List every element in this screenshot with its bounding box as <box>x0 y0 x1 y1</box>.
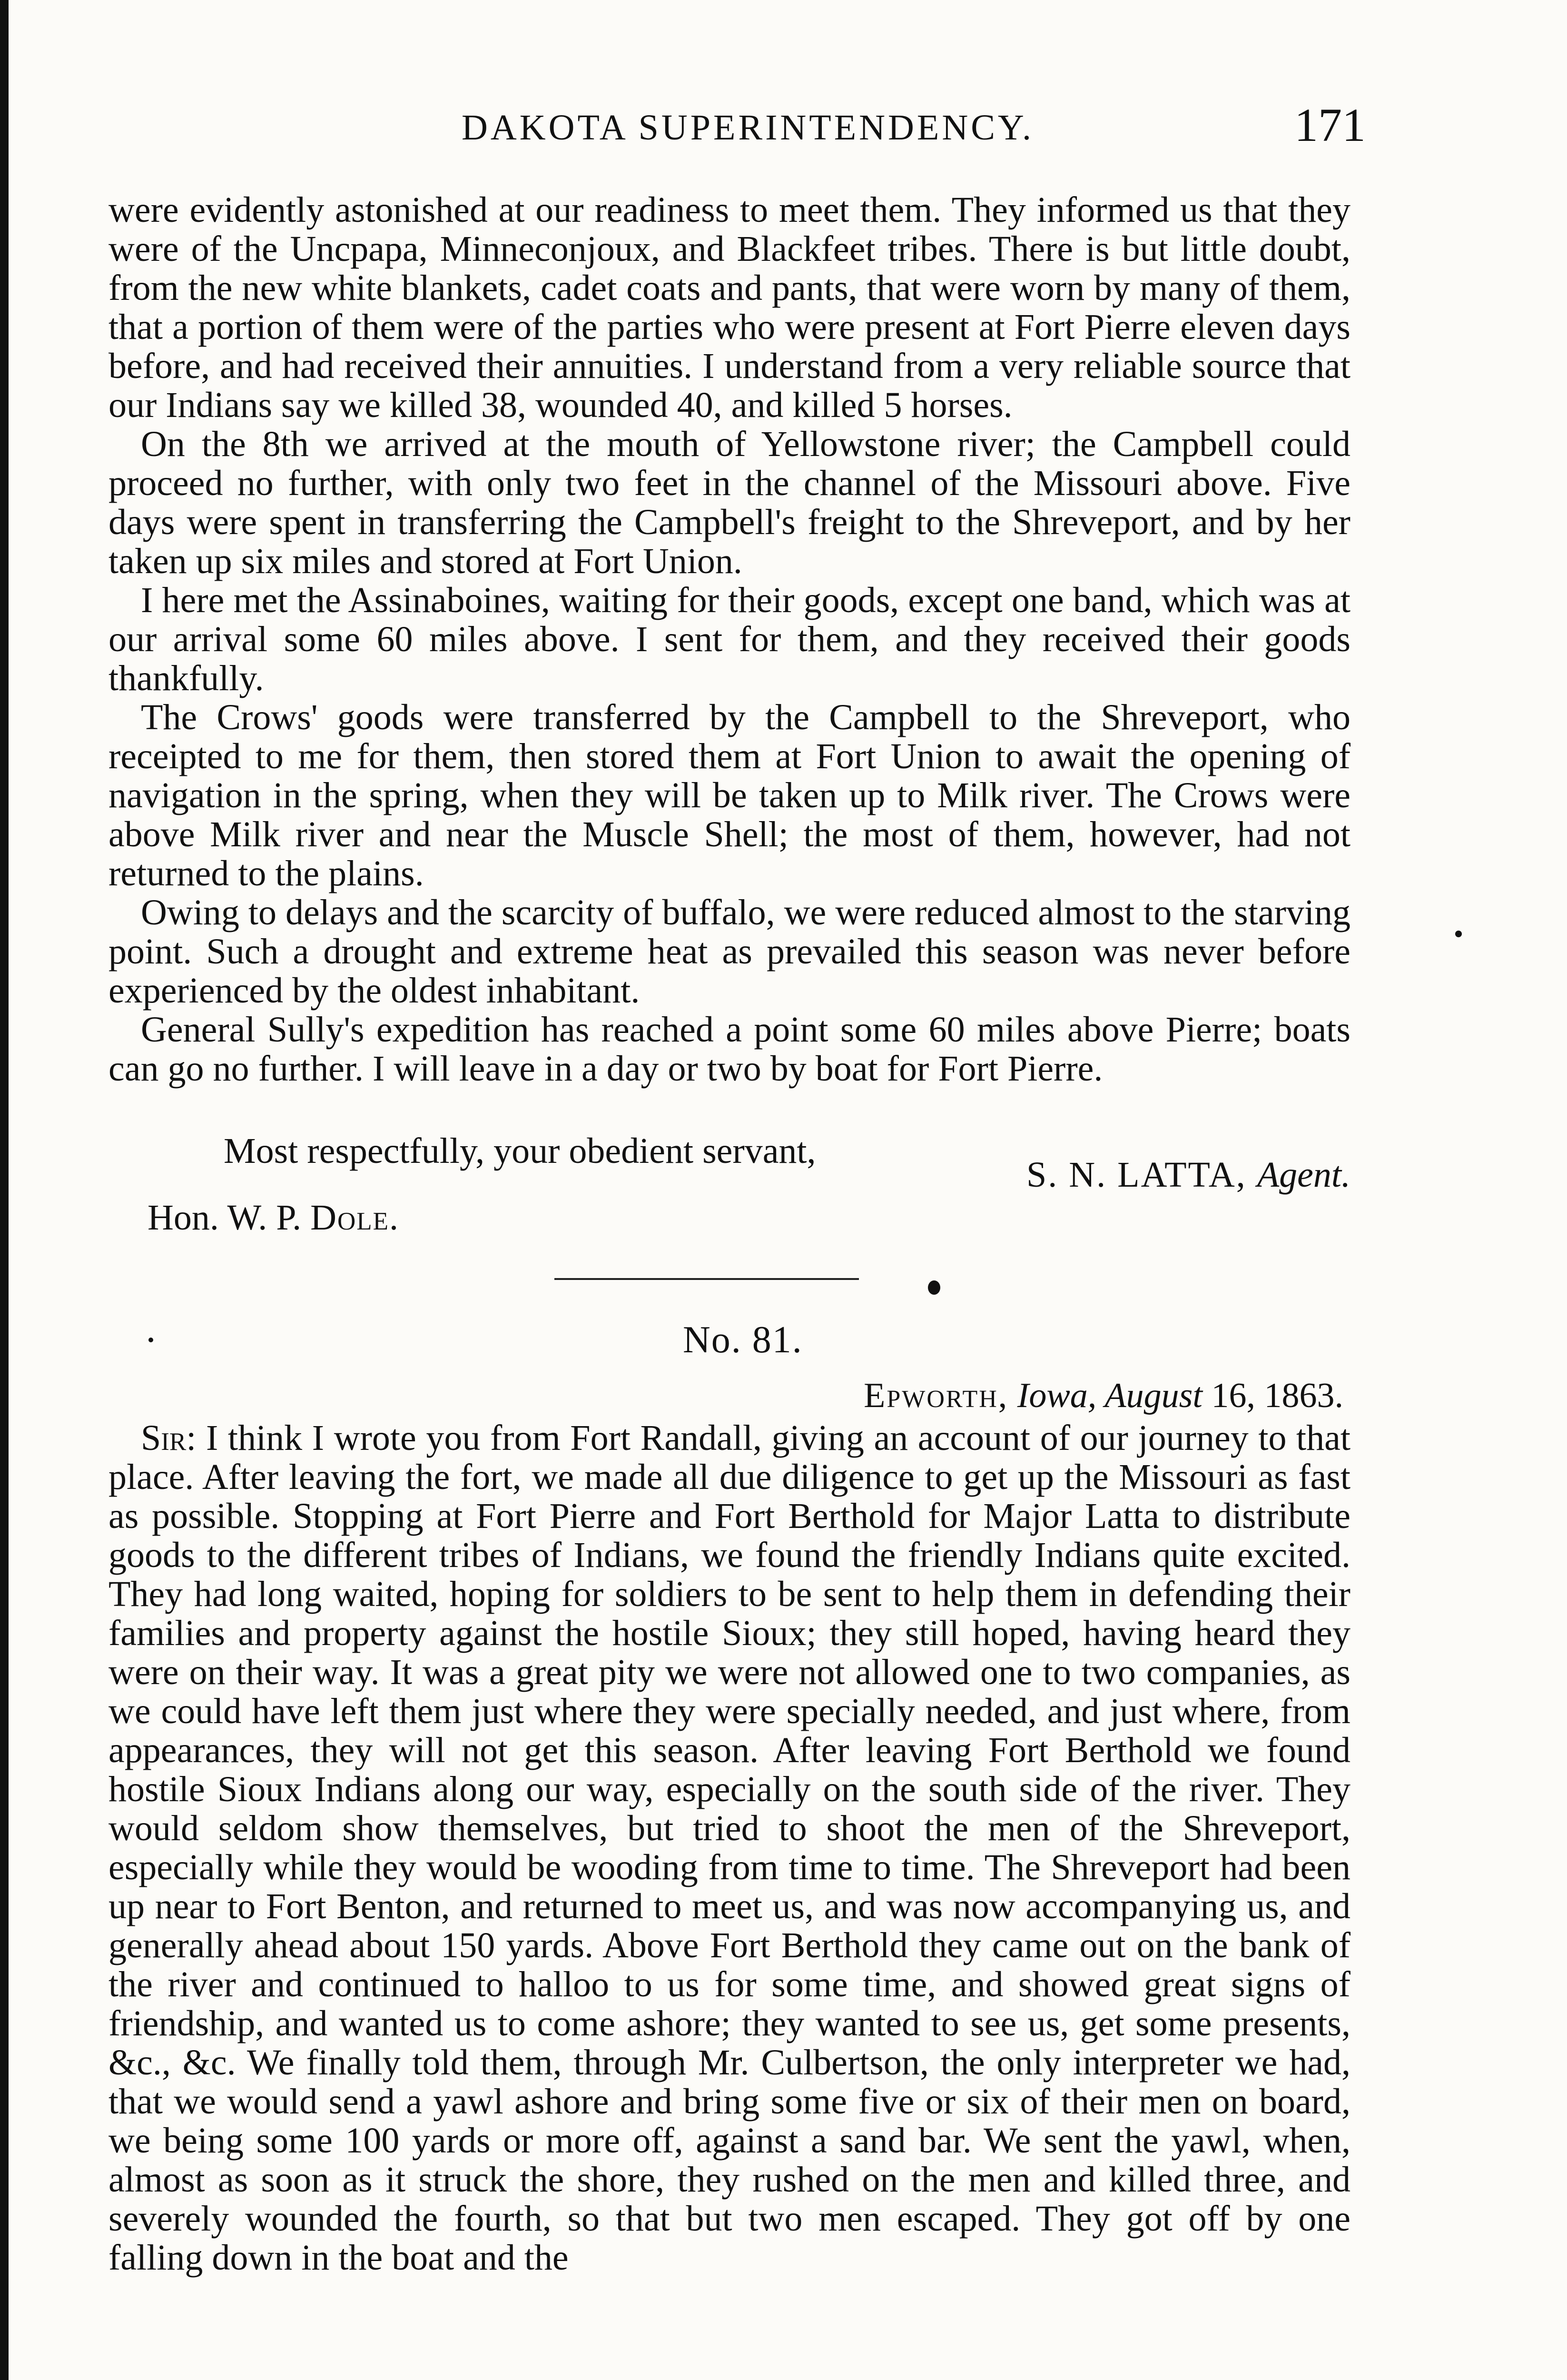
paragraph: I here met the Assinaboines, waiting for their goods, except one band, which was at our arrival some 60 miles above. I sent for them, and they received their goods thankfully. <box>108 580 1350 698</box>
paragraph: Owing to delays and the scarcity of buffalo, we were reduced almost to the starving point. Such a drought and extreme heat as prevailed this season was never before experienced by the oldest inhabitant. <box>108 892 1350 1011</box>
addressee <box>148 1197 399 1239</box>
page-number: 171 <box>1294 99 1366 151</box>
dateline-place: Epworth, <box>864 1376 1009 1415</box>
closing: Most respectfully, your obedient servant, <box>224 1131 816 1171</box>
signature-name: S. N. LATTA, <box>1026 1155 1247 1195</box>
scan-speck <box>148 1338 153 1342</box>
running-head <box>109 98 1366 155</box>
paragraph: The Crows' goods were transferred by the Campbell to the Shreveport, who receipted to me for them, then stored them at Fort Union to await the opening of navigation in the spring, when they will be taken up to Milk river. The Crows were above Milk river and near the Muscle Shell; the most of them, however, had not returned to the plains. <box>108 697 1350 893</box>
scan-speck <box>1455 931 1462 937</box>
scan-edge <box>0 0 9 2380</box>
document-number: No. 81. <box>683 1319 803 1361</box>
running-title: DAKOTA SUPERINTENDENCY. <box>462 108 1035 148</box>
signature <box>1026 1154 1350 1196</box>
scan-speck <box>928 1280 940 1295</box>
letter-body-no-81 <box>108 1418 1350 2277</box>
letter-body-latta <box>108 190 1350 1088</box>
dateline-state-month: Iowa, August <box>1017 1376 1202 1415</box>
paragraph: General Sully's expedition has reached a point some 60 miles above Pierre; boats can go no further. I will leave in a day or two by boat for Fort Pierre. <box>108 1010 1350 1089</box>
paragraph: were evidently astonished at our readiness to meet them. They informed us that they were of the Uncpapa, Minneconjoux, and Blackfeet tribes. There is but little doubt, from the new white blankets, cadet coats and pants, that were worn by many of them, that a portion of them were of the parties who were present at Fort Pierre eleven days before, and had received their annuities. I understand from a very reliable source that our Indians say we killed 38, wounded 40, and killed 5 horses. <box>108 190 1350 425</box>
signature-title: Agent. <box>1257 1155 1350 1195</box>
paragraph: On the 8th we arrived at the mouth of Yellowstone river; the Campbell could proceed no further, with only two feet in the channel of the Missouri above. Five days were spent in transferring the Campbell's freight to the Shreveport, and by her taken up six miles and stored at Fort Union. <box>108 424 1350 581</box>
section-divider <box>554 1278 859 1280</box>
addressee-name: Dole. <box>310 1198 400 1238</box>
dateline <box>864 1376 1343 1416</box>
dateline-rest: 16, 1863. <box>1211 1376 1343 1415</box>
salutation: Sir: <box>141 1418 197 1458</box>
addressee-prefix: Hon. W. P. <box>148 1198 311 1238</box>
paragraph <box>108 1418 1350 2277</box>
letter-text: I think I wrote you from Fort Randall, giving an account of our journey to that place. After leaving the fort, we made all due diligence to get up the Missouri as fast as possible. Stopping at Fort Pierre and Fort Berthold for Major Latta to distribute goods to the different tribes of Indians, we found the friendly Indians quite excited. They had long waited, hoping for soldiers to be sent to help them in defending their families and property against the hostile Sioux; they still hoped, having heard they were on their way. It was a great pity we were not allowed one to two companies, as we could have left them just where they were specially needed, and just where, from appearances, they will not get this season. After leaving Fort Berthold we found hostile Sioux Indians along our way, especially on the south side of the river. They would seldom show themselves, but tried to shoot the men of the Shreveport, especially while they would be wooding from time to time. The Shreveport had been up near to Fort Benton, and returned to meet us, and was now accompanying us, and generally ahead about 150 yards. Above Fort Berthold they came out on the bank of the river and continued to halloo to us for some time, and showed great signs of friendship, and wanted us to come ashore; they wanted to see us, get some presents, &c., &c. We finally told them, through Mr. Culbertson, the only interpreter we had, that we would send a yawl ashore and bring some five or six of their men on board, we being some 100 yards or more off, against a sand bar. We sent the yawl, when, almost as soon as it struck the shore, they rushed on the men and killed three, and severely wounded the fourth, so that but two men escaped. They got off by one falling down in the boat and the <box>108 1418 1351 2278</box>
